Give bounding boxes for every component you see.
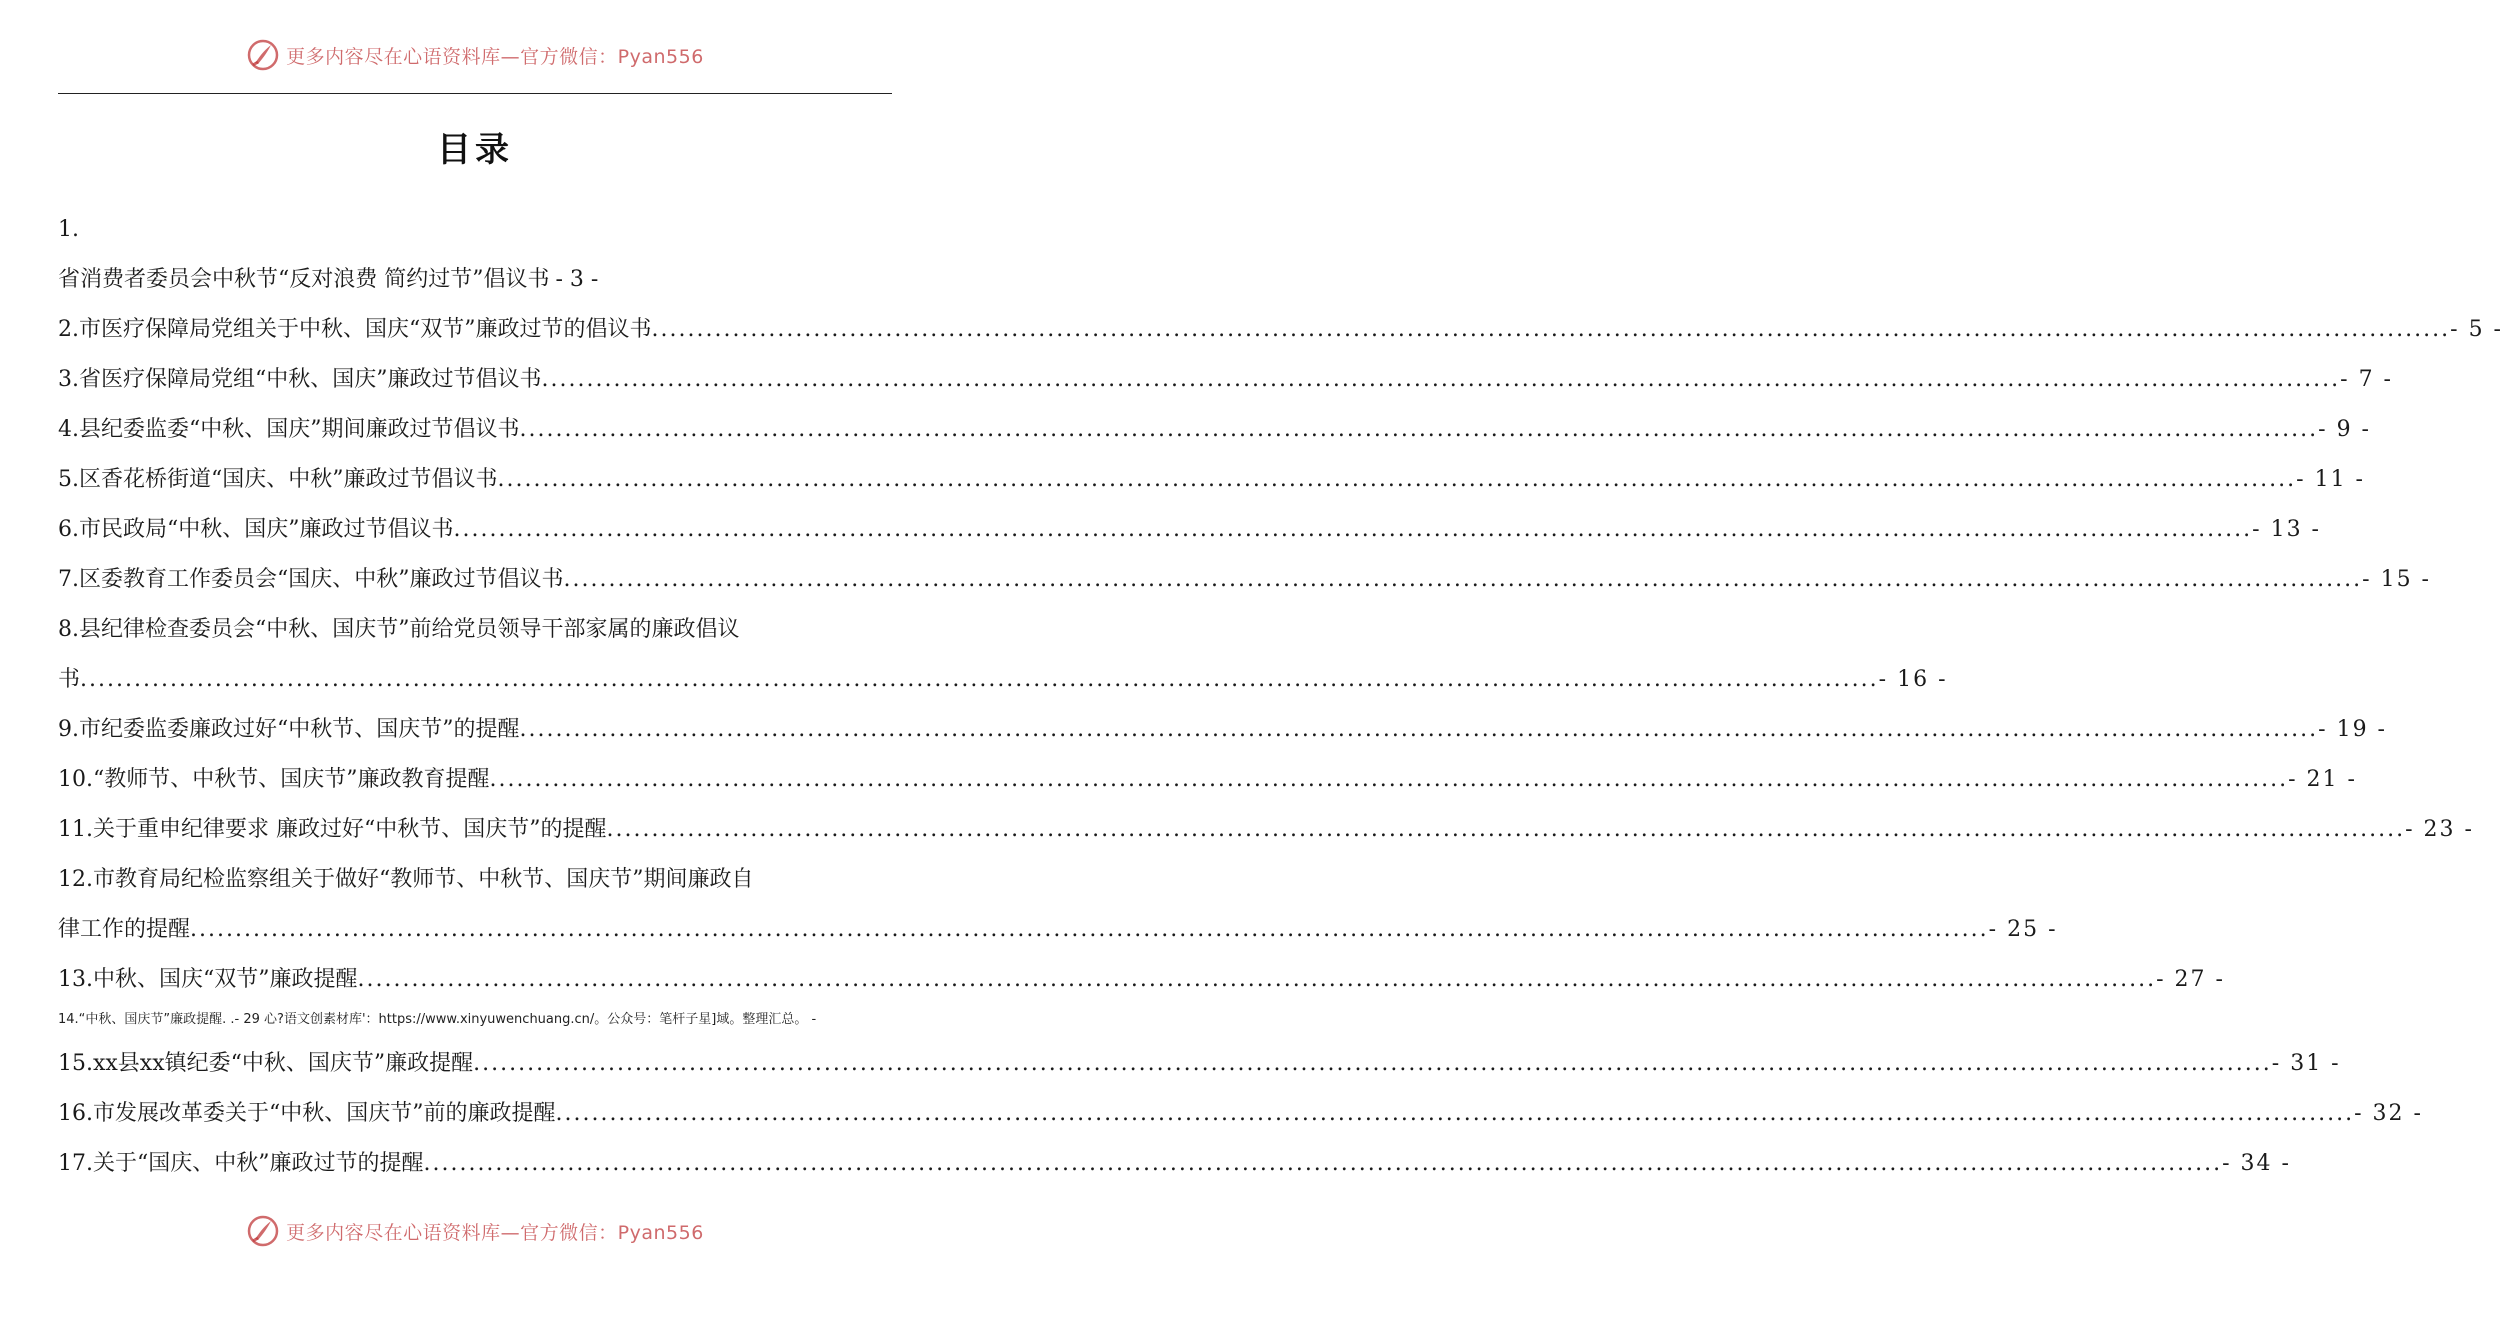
toc-leader-dots: ........................................................................................................................................................................................................ — [651, 317, 2451, 342]
toc-entry-page: - 9 - — [2318, 417, 2371, 442]
toc-entry-page: - 34 - — [2222, 1151, 2291, 1176]
toc-leader-dots: ........................................................................................................................................................................................................ — [423, 1151, 2223, 1176]
toc-entry[interactable] — [58, 1139, 2291, 1189]
toc-entry-page: - 31 - — [2271, 1051, 2341, 1076]
toc-entry-page: - 7 - — [2340, 367, 2393, 392]
toc-entry-page: - 27 - — [2156, 967, 2225, 992]
toc-entry-text: 15.xx县xx镇纪委“中秋、国庆节”廉政提醒 — [58, 1051, 474, 1076]
toc-entry[interactable] — [58, 555, 2431, 605]
toc-entry[interactable] — [58, 1089, 2423, 1139]
toc-entry-text: 5.区香花桥街道“国庆、中秋”廉政过节倡议书 — [58, 467, 498, 492]
toc-entry-text: 11.关于重申纪律要求 廉政过好“中秋节、国庆节”的提醒 — [58, 817, 607, 842]
brush-logo-icon — [246, 38, 280, 72]
toc-entry-page: - 32 - — [2354, 1101, 2423, 1126]
toc-entry-text: 9.市纪委监委廉政过好“中秋节、国庆节”的提醒 — [58, 717, 520, 742]
toc-entry-text: 10.“教师节、中秋节、国庆节”廉政教育提醒 — [58, 767, 490, 792]
toc-leader-dots: ........................................................................................................................................................................................................ — [453, 517, 2253, 542]
toc-entry-12-line2[interactable] — [58, 905, 2058, 955]
toc-entry-text: 书 — [58, 667, 81, 692]
toc-leader-dots: ........................................................................................................................................................................................................ — [563, 567, 2363, 592]
toc-entry-page: - 3 - — [555, 267, 599, 292]
toc-leader-dots: ........................................................................................................................................................................................................ — [357, 967, 2157, 992]
toc-entry[interactable] — [58, 455, 2365, 505]
toc-leader-dots: ........................................................................................................................................................................................................ — [519, 717, 2319, 742]
toc-entry-text: 13.中秋、国庆“双节”廉政提醒 — [58, 967, 358, 992]
header-banner-text: 更多内容尽在心语资料库—官方微信：Pyan556 — [286, 45, 704, 68]
toc-entry[interactable] — [58, 355, 2393, 405]
toc-entry[interactable] — [58, 505, 2321, 555]
toc-entry-page: - 11 - — [2296, 467, 2365, 492]
toc-leader-dots: ........................................................................................................................................................................................................ — [606, 817, 2406, 842]
toc-entry-14[interactable]: 14.“中秋、国庆节”廉政提醒. .- 29 心?语文创素材库'：https://www.xinyuwenchuang.cn/。公众号：笔杆子星]域。整理汇总。 - — [58, 1012, 817, 1027]
toc-entry-page: - 23 - — [2405, 817, 2474, 842]
toc-entry-text: 16.市发展改革委关于“中秋、国庆节”前的廉政提醒 — [58, 1101, 556, 1126]
header-watermark — [0, 38, 950, 72]
toc-entry-page: - 16 - — [1878, 667, 1948, 692]
toc-entry-13[interactable] — [58, 955, 2225, 1005]
toc-entry-text: 12.市教育局纪检监察组关于做好“教师节、中秋节、国庆节”期间廉政自 — [58, 867, 754, 892]
footer-watermark — [0, 1214, 950, 1248]
page-title: 目录 — [437, 130, 513, 170]
toc-entry[interactable] — [58, 405, 2371, 455]
footer-banner-text: 更多内容尽在心语资料库—官方微信：Pyan556 — [286, 1221, 704, 1244]
toc-leader-dots: ........................................................................................................................................................................................................ — [519, 417, 2319, 442]
toc-entry-text: 省消费者委员会中秋节“反对浪费 简约过节”倡议书 — [58, 267, 550, 292]
toc-entry[interactable] — [58, 805, 2474, 855]
toc-entry-8-line1[interactable] — [58, 605, 894, 655]
brush-logo-icon — [246, 1214, 280, 1248]
toc-entry-text: 6.市民政局“中秋、国庆”廉政过节倡议书 — [58, 517, 454, 542]
toc-entry-page: - 21 - — [2288, 767, 2357, 792]
toc-entry-text: 3.省医疗保障局党组“中秋、国庆”廉政过节倡议书 — [58, 367, 542, 392]
toc-leader-dots: ........................................................................................................................................................................................................ — [473, 1051, 2272, 1076]
toc-entry[interactable] — [58, 705, 2387, 755]
toc-leader-dots: ........................................................................................................................................................................................................ — [555, 1101, 2355, 1126]
toc-leader-dots: ........................................................................................................................................................................................................ — [541, 367, 2341, 392]
toc-entry[interactable] — [58, 1039, 2341, 1089]
toc-leader-dots: ........................................................................................................................................................................................................ — [80, 667, 1879, 692]
table-of-contents — [58, 205, 2503, 1189]
toc-entry-text: 4.县纪委监委“中秋、国庆”期间廉政过节倡议书 — [58, 417, 520, 442]
toc-entry-number: 1. — [58, 217, 79, 242]
toc-entry-text: 2.市医疗保障局党组关于中秋、国庆“双节”廉政过节的倡议书 — [58, 317, 652, 342]
toc-entry-8-line2[interactable] — [58, 655, 1948, 705]
toc-entry-page: - 19 - — [2318, 717, 2387, 742]
toc-entry-page: - 5 - — [2450, 317, 2503, 342]
toc-entry[interactable] — [58, 305, 2503, 355]
header-rule — [58, 93, 892, 94]
toc-entry-page: - 15 - — [2362, 567, 2431, 592]
toc-entry-1-number[interactable] — [58, 205, 894, 255]
toc-entry-text: 17.关于“国庆、中秋”廉政过节的提醒 — [58, 1151, 424, 1176]
toc-leader-dots: ........................................................................................................................................................................................................ — [190, 917, 1989, 942]
toc-entry-page: - 13 - — [2252, 517, 2321, 542]
toc-leader-dots: ........................................................................................................................................................................................................ — [489, 767, 2289, 792]
toc-entry-text: 7.区委教育工作委员会“国庆、中秋”廉政过节倡议书 — [58, 567, 564, 592]
toc-entry-text: 律工作的提醒 — [58, 917, 191, 942]
toc-entry-text: 8.县纪律检查委员会“中秋、国庆节”前给党员领导干部家属的廉政倡议 — [58, 617, 740, 642]
toc-entry-page: - 25 - — [1988, 917, 2058, 942]
toc-entry-1[interactable] — [58, 255, 894, 305]
toc-leader-dots: ........................................................................................................................................................................................................ — [497, 467, 2297, 492]
toc-entry[interactable] — [58, 755, 2357, 805]
toc-entry-12-line1[interactable] — [58, 855, 894, 905]
